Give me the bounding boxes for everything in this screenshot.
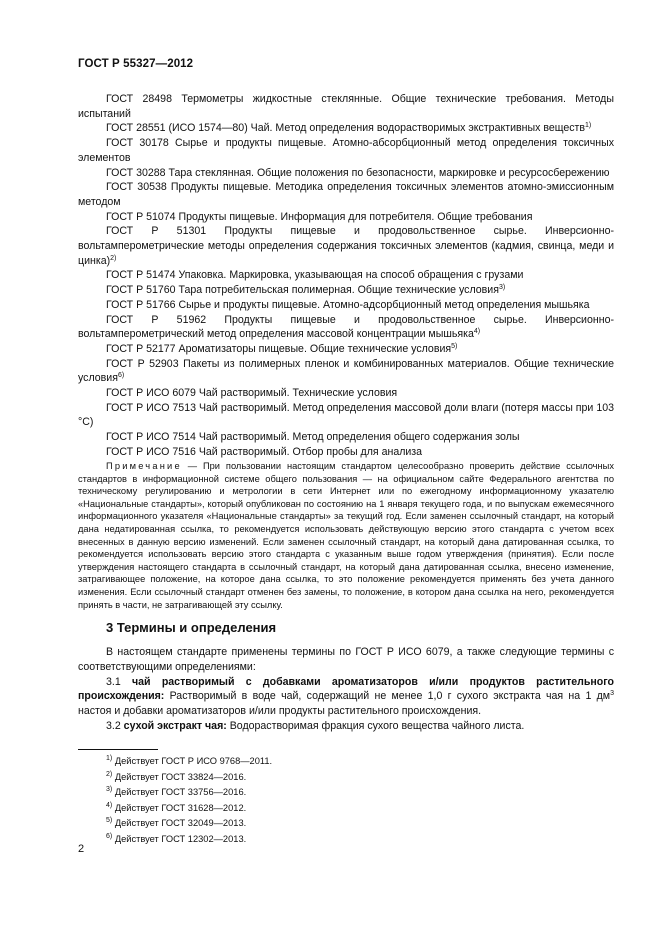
footnotes	[106, 754, 272, 848]
normative-references-list	[78, 92, 614, 460]
section-intro: В настоящем стандарте применены термины по ГОСТ Р ИСО 6079, а также следующие термины с соответствующими определениями:	[78, 646, 614, 673]
reference-entry: ГОСТ 30538 Продукты пищевые. Методика определения токсичных элементов атомно-эмиссионным методом	[78, 181, 614, 208]
term-name: чай растворимый с добавками ароматизаторов и/или продуктов растительного происхождения:	[78, 675, 615, 703]
reference-entry: ГОСТ Р ИСО 6079 Чай растворимый. Технические условия	[106, 387, 398, 400]
footnote: $^{4)}$ Действует ГОСТ 31628—2012.	[106, 801, 247, 813]
term-name: сухой экстракт чая:	[123, 719, 227, 732]
page-number: 2	[78, 843, 85, 855]
reference-entry: ГОСТ 30288 Тара стеклянная. Общие положения по безопасности, маркировке и ресурсосбережению	[106, 166, 610, 179]
reference-entry: ГОСТ 28498 Термометры жидкостные стеклянные. Общие технические требования. Методы испытаний	[78, 93, 614, 120]
footnote: $^{6)}$ Действует ГОСТ 12302—2013.	[106, 832, 247, 844]
footnote-divider	[78, 749, 158, 750]
reference-entry: ГОСТ Р 51962 Продукты пищевые и продовольственное сырье. Инверсионно-вольтамперометрический метод определения массовой концентрации мышьяка$^{4)}$	[78, 313, 614, 341]
section-body	[78, 645, 614, 734]
footnote: $^{5)}$ Действует ГОСТ 32049—2013.	[106, 817, 247, 829]
reference-entry: ГОСТ Р ИСО 7514 Чай растворимый. Метод определения общего содержания золы	[106, 431, 520, 444]
term-definition: 3.1 чай растворимый с добавками ароматизаторов и/или продуктов растительного происхождения: Растворимый в воде чай, содержащий не менее 1,0 г сухого экстракта чая на 1 $дм^3$ настоя и добавки ароматизаторов и/или продукты растительного происхождения.	[78, 675, 615, 718]
reference-entry: ГОСТ Р 51474 Упаковка. Маркировка, указывающая на способ обращения с грузами	[106, 269, 524, 282]
reference-entry: ГОСТ Р 51760 Тара потребительская полимерная. Общие технические условия$^{3)}$	[106, 284, 506, 297]
reference-entry: ГОСТ Р ИСО 7513 Чай растворимый. Метод определения массовой доли влаги (потеря массы при 103 °С)	[78, 401, 614, 429]
reference-entry: ГОСТ 28551 (ИСО 1574—80) Чай. Метод определения водорастворимых экстрактивных веществ$^{1)}$	[106, 122, 592, 135]
footnote: $^{1)}$ Действует ГОСТ Р ИСО 9768—2011.	[106, 755, 273, 766]
reference-entry: ГОСТ Р 51766 Сырье и продукты пищевые. Атомно-адсорбционный метод определения мышьяка	[106, 298, 590, 311]
reference-entry: ГОСТ Р 51074 Продукты пищевые. Информация для потребителя. Общие требования	[106, 210, 533, 223]
reference-entry: ГОСТ Р 52903 Пакеты из полимерных пленок и комбинированных материалов. Общие технические условия$^{6)}$	[78, 357, 614, 385]
reference-entry: ГОСТ Р 52177 Ароматизаторы пищевые. Общие технические условия$^{5)}$	[106, 342, 458, 355]
section-heading: 3 Термины и определения	[106, 620, 277, 635]
term-definition: 3.2 сухой экстракт чая: Водорастворимая фракция сухого вещества чайного листа.	[106, 719, 525, 732]
reference-entry: ГОСТ Р 51301 Продукты пищевые и продовольственное сырье. Инверсионно-вольтамперометрические методы определения содержания токсичных элементов (кадмия, свинца, меди и цинка)$^{2)}$	[78, 225, 614, 267]
footnote: $^{2)}$ Действует ГОСТ 33824—2016.	[106, 770, 247, 782]
reference-entry: ГОСТ Р ИСО 7516 Чай растворимый. Отбор пробы для анализа	[106, 445, 423, 458]
reference-entry: ГОСТ 30178 Сырье и продукты пищевые. Атомно-абсорбционный метод определения токсичных элементов	[78, 137, 614, 164]
references-note	[78, 460, 614, 611]
document-header: ГОСТ Р 55327—2012	[78, 58, 194, 70]
footnote: $^{3)}$ Действует ГОСТ 33756—2016.	[106, 786, 247, 798]
note-label: Примечание	[106, 461, 182, 471]
note-text: — При пользовании настоящим стандартом целесообразно проверить действие ссылочных стандартов в информационной системе общего пользования — на официальном сайте Федерального агентства по техническому регулированию и метрологии в сети Интернет или по ежегодному информационному указателю «Национальные стандарты», который опубликован по состоянию на 1 января текущего года, и по выпускам ежемесячного информационного указателя «Национальные стандарты» за текущий год. Если заменен ссылочный стандарт, на который дана недатированная ссылка, то рекомендуется использовать действующую версию этого стандарта с учетом всех внесенных в данную версию изменений. Если заменен ссылочный стандарт, на который дана датированная ссылка, то рекомендуется использовать версию этого стандарта с указанным выше годом утверждения (принятия). Если после утверждения настоящего стандарта в ссылочный стандарт, на который дана датированная ссылка, внесено изменение, затрагивающее положение, на которое дана ссылка, то это положение рекомендуется применять без учета данного изменения. Если ссылочный стандарт отменен без замены, то положение, в котором дана ссылка на него, рекомендуется принять в части, не затрагивающей эту ссылку.	[78, 461, 614, 610]
